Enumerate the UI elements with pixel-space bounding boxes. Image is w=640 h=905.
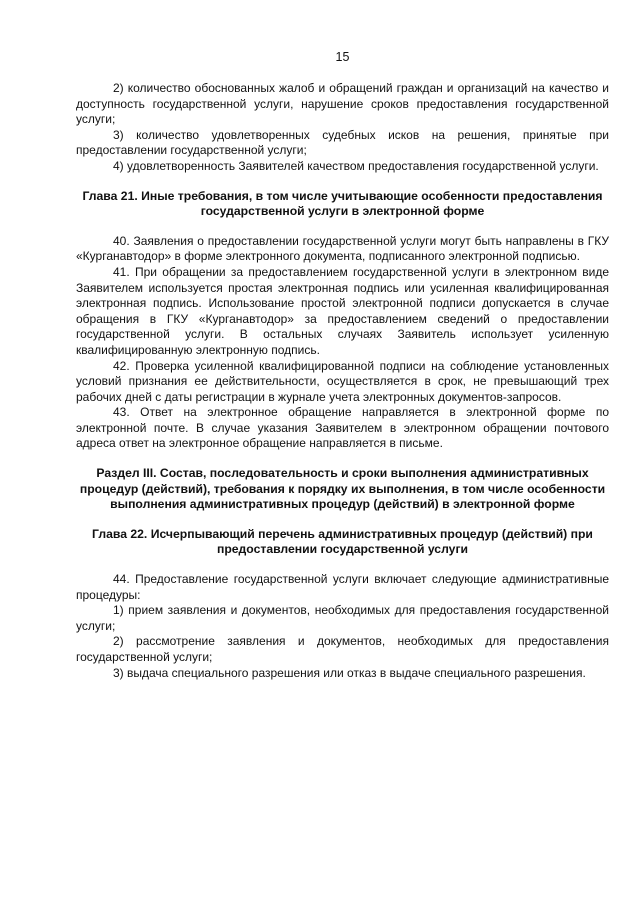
paragraph: 41. При обращении за предоставлением государственной услуги в электронном виде Заявителем используется простая электронная подпись или усиленная квалифицированная электронная подпись. Использование простой электронной подписи допускается в случае обращения в ГКУ «Курганавтодор» за предоставлением сведений о предоставлении государственной услуги. В остальных случаях Заявитель использует усиленную квалифицированную электронную подпись. <box>76 264 609 357</box>
paragraph: 44. Предоставление государственной услуги включает следующие административные процедуры: <box>76 572 609 602</box>
paragraph: 3) количество удовлетворенных судебных исков на решения, принятые при предоставлении государственной услуги; <box>76 127 609 158</box>
paragraph: 1) прием заявления и документов, необходимых для предоставления государственной услуги; <box>76 603 609 633</box>
paragraph: 42. Проверка усиленной квалифицированной подписи на соблюдение установленных условий признания ее действительности, осуществляется в срок, не превышающий трех рабочих дней с даты регистрации в журнале учета электронных документов-запросов. <box>76 358 609 404</box>
page-number: 15 <box>335 50 350 64</box>
chapter-21-body <box>76 234 609 452</box>
paragraph: 43. Ответ на электронное обращение направляется в электронной форме по электронной почте. В случае указания Заявителем в электронном обращении почтового адреса ответ на электронное обращение направляется в письме. <box>76 405 609 451</box>
criteria-list <box>76 81 609 175</box>
paragraph: 4) удовлетворенность Заявителей качеством предоставления государственной услуги. <box>113 158 599 173</box>
paragraph: 2) рассмотрение заявления и документов, необходимых для предоставления государственной услуги; <box>76 634 609 664</box>
paragraph: 2) количество обоснованных жалоб и обращений граждан и организаций на качество и доступность государственной услуги, нарушение сроков предоставления государственной услуги; <box>76 81 609 127</box>
paragraph: 3) выдача специального разрешения или отказ в выдаче специального разрешения. <box>113 665 586 680</box>
chapter-22-heading: Глава 22. Исчерпывающий перечень административных процедур (действий) при предоставлении государственной услуги <box>92 526 593 557</box>
paragraph: 40. Заявления о предоставлении государственной услуги могут быть направлены в ГКУ «Курганавтодор» в форме электронного документа, подписанного электронной подписью. <box>76 233 609 264</box>
chapter-22-body <box>76 572 609 681</box>
chapter-21-heading: Глава 21. Иные требования, в том числе учитывающие особенности предоставления государственной услуги в электронной форме <box>82 188 603 219</box>
section-3-heading: Раздел III. Состав, последовательность и сроки выполнения административных процедур (действий), требования к порядку их выполнения, в том числе особенности выполнения административных процедур (действий) в электронной форме <box>79 466 606 512</box>
